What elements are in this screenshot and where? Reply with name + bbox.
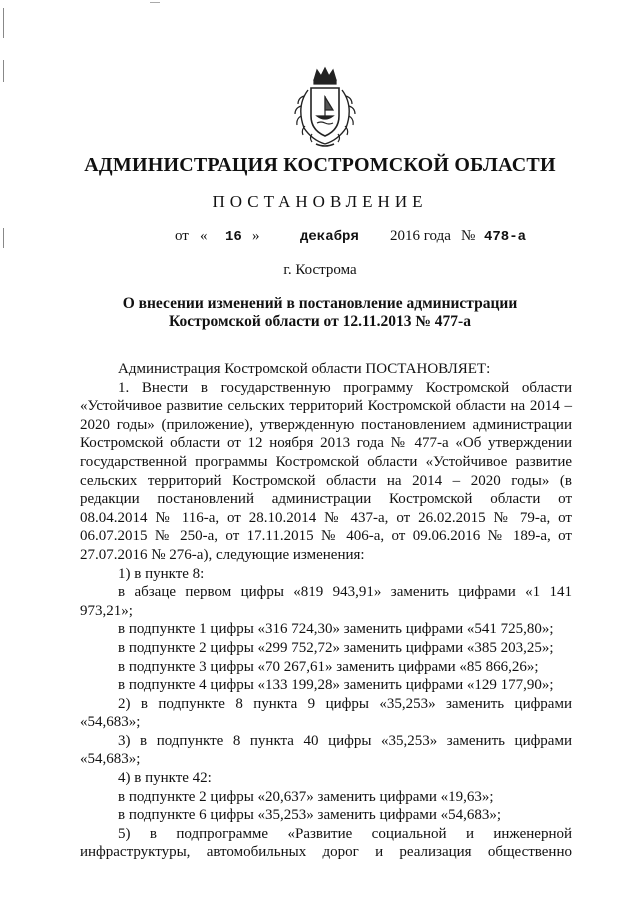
list-item: в подпункте 3 цифры «70 267,61» заменить цифрами «85 866,26»; bbox=[118, 658, 539, 675]
date-quote-close: » bbox=[252, 228, 260, 244]
organization-title: АДМИНИСТРАЦИЯ КОСТРОМСКОЙ ОБЛАСТИ bbox=[84, 154, 556, 176]
paragraph-1: 1. Внести в государственную программу Костромской области «Устойчивое развитие сельских территорий Костромской области на 2014 – 2020 годы» (приложение), утвержденную постановлением администрации Костромской области от 12 ноября 2013 года № 477-а «Об утверждении государственной программы Костромской области «Устойчивое развитие сельских территорий Костромской области на 2014 – 2020 годы» (в редакции постановлений администрации Костромской области от 08.04.2014 № 116-а, от 28.10.2014 № 437-а, от 26.02.2015 № 79-а, от 06.07.2015 № 250-а, от 17.11.2015 № 406-а, от 09.06.2016 № 189-а, от 27.07.2016 № 276-а), следующие изменения: bbox=[80, 379, 572, 563]
date-year: 2016 года bbox=[390, 228, 451, 244]
date-quote-open: « bbox=[200, 228, 208, 244]
scan-artifact bbox=[150, 2, 160, 3]
document-subject bbox=[0, 295, 640, 331]
document-body bbox=[80, 360, 572, 862]
paragraph-4: 4) в пункте 42: bbox=[118, 770, 212, 787]
list-item: в подпункте 2 цифры «299 752,72» заменить цифрами «385 203,25»; bbox=[118, 639, 554, 656]
list-item: в подпункте 4 цифры «133 199,28» заменить цифрами «129 177,90»; bbox=[118, 677, 554, 694]
scan-artifact bbox=[3, 60, 4, 82]
list-item: 1) в пункте 8: bbox=[118, 565, 205, 582]
paragraph-5-line: инфраструктуры, автомобильных дорог и реализация общественно bbox=[80, 844, 572, 861]
intro-paragraph: Администрация Костромской области ПОСТАНОВЛЯЕТ: bbox=[118, 361, 491, 377]
kostroma-coat-of-arms-icon bbox=[286, 66, 364, 150]
subject-line: Костромской области от 12.11.2013 № 477-а bbox=[169, 313, 471, 330]
city: г. Кострома bbox=[283, 262, 357, 278]
subject-line: О внесении изменений в постановление администрации bbox=[122, 295, 518, 312]
date-prefix: от bbox=[175, 228, 189, 244]
document-number: 478-а bbox=[484, 229, 527, 245]
paragraph-3: 3) в подпункте 8 пункта 40 цифры «35,253» заменить цифрами «54,683»; bbox=[80, 732, 572, 768]
number-sign: № bbox=[461, 228, 476, 244]
list-item: в подпункте 6 цифры «35,253» заменить цифрами «54,683»; bbox=[118, 807, 502, 824]
date-day: 16 bbox=[225, 229, 242, 245]
document-type: ПОСТАНОВЛЕНИЕ bbox=[212, 192, 428, 211]
date-number-line bbox=[0, 228, 640, 248]
paragraph-2: 2) в подпункте 8 пункта 9 цифры «35,253» заменить цифрами «54,683»; bbox=[80, 695, 572, 731]
scan-artifact bbox=[3, 8, 4, 38]
list-item: в абзаце первом цифры «819 943,91» заменить цифрами «1 141 973,21»; bbox=[80, 584, 572, 619]
list-item: в подпункте 2 цифры «20,637» заменить цифрами «19,63»; bbox=[118, 788, 494, 805]
date-month: декабря bbox=[300, 229, 359, 245]
paragraph-5-line: 5) в подпрограмме «Развитие социальной и инженерной bbox=[118, 825, 572, 842]
list-item: в подпункте 1 цифры «316 724,30» заменить цифрами «541 725,80»; bbox=[118, 621, 554, 638]
